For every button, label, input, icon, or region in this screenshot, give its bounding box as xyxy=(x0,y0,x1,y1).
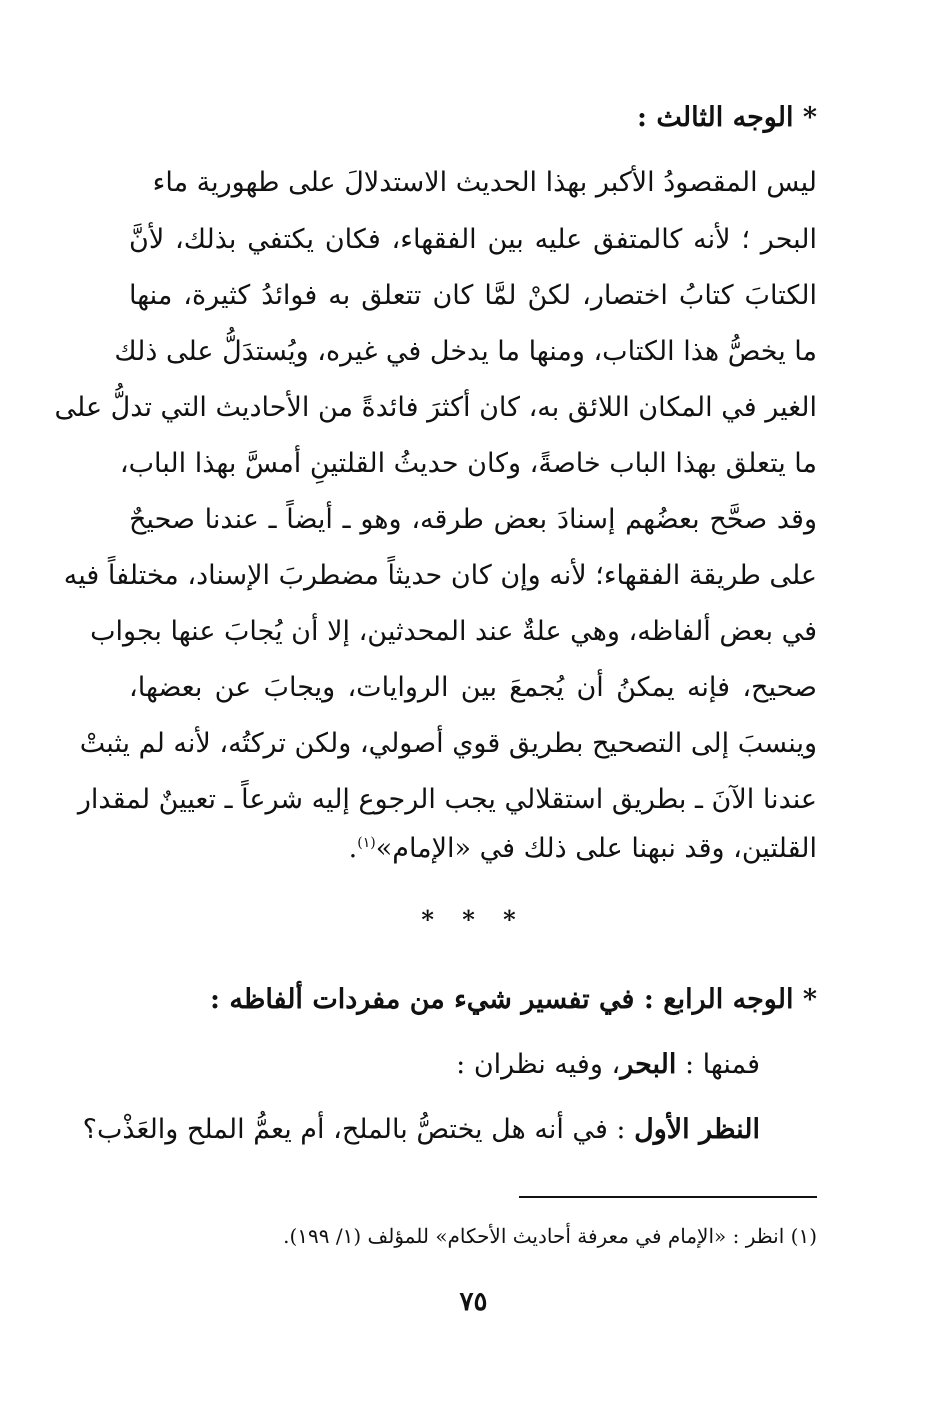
footnote-reference[interactable]: (١) xyxy=(357,835,376,851)
subsection-prefix: فمنها : xyxy=(676,1049,760,1080)
heading-text: الوجه الرابع : في تفسير شيء من مفردات ألفاظه : xyxy=(209,984,794,1015)
heading-marker: * xyxy=(802,984,817,1015)
subsection-line xyxy=(456,1045,760,1085)
paragraph-line: ما يخصُّ هذا الكتاب، ومنها ما يدخل في غيره، ويُستدَلُّ على ذلك xyxy=(114,336,817,367)
paragraph-line: صحيح، فإنه يمكنُ أن يُجمعَ بين الروايات، ويجابَ عن بعضها، xyxy=(129,672,817,703)
subsection-suffix: ، وفيه نظران : xyxy=(456,1049,621,1080)
last-line-text: القلتين، وقد نبهنا على ذلك في «الإمام» xyxy=(375,833,817,864)
paragraph-line: ليس المقصودُ الأكبر بهذا الحديث الاستدلالَ على طهورية ماء xyxy=(152,167,817,198)
paragraph-line: في بعض ألفاظه، وهي علةٌ عند المحدثين، إلا أن يُجابَ عنها بجواب xyxy=(90,616,817,647)
paragraph-line: عندنا الآنَ ـ بطريق استقلالي يجب الرجوع إليه شرعاً ـ تعيينٌ لمقدار xyxy=(77,784,817,815)
footnote: (١) انظر : «الإمام في معرفة أحاديث الأحكام» للمؤلف (١/ ١٩٩). xyxy=(283,1224,817,1248)
paragraph-line: الكتابَ كتابُ اختصار، لكنْ لمَّا كان تتعلق به فوائدُ كثيرة، منها xyxy=(129,280,817,311)
heading-text: الوجه الثالث : xyxy=(637,102,794,133)
paragraph-line: على طريقة الفقهاء؛ لأنه وإن كان حديثاً مضطربَ الإسناد، مختلفاً فيه xyxy=(63,560,817,591)
first-view-label: النظر الأول xyxy=(634,1114,760,1145)
section-separator: * * * xyxy=(421,905,526,934)
paragraph-last-line xyxy=(349,829,817,869)
term-bahr: البحر xyxy=(620,1049,677,1080)
first-view-line xyxy=(83,1110,760,1150)
paragraph-line: وقد صحَّح بعضُهم إسنادَ بعض طرقه، وهو ـ أيضاً ـ عندنا صحيحٌ xyxy=(129,504,817,535)
footnote-divider xyxy=(519,1196,817,1198)
heading-marker: * xyxy=(802,102,817,133)
section-heading-4 xyxy=(210,980,817,1020)
section-heading-3 xyxy=(637,98,817,138)
paragraph-line: الغير في المكان اللائق به، كان أكثرَ فائدةً من الأحاديث التي تدلُّ على xyxy=(54,392,817,423)
paragraph-line: البحر ؛ لأنه كالمتفق عليه بين الفقهاء، فكان يكتفي بذلك، لأنَّ xyxy=(129,224,817,255)
first-view-text: : في أنه هل يختصُّ بالملح، أم يعمُّ الملح والعَذْب؟ xyxy=(82,1114,635,1145)
paragraph-line: وينسبَ إلى التصحيح بطريق قوي أصولي، ولكن تركتُه، لأنه لم يثبتْ xyxy=(79,728,817,759)
last-line-end: . xyxy=(348,833,358,864)
paragraph-line: ما يتعلق بهذا الباب خاصةً، وكان حديثُ القلتينِ أمسَّ بهذا الباب، xyxy=(119,448,817,479)
page-number: ٧٥ xyxy=(459,1287,488,1317)
